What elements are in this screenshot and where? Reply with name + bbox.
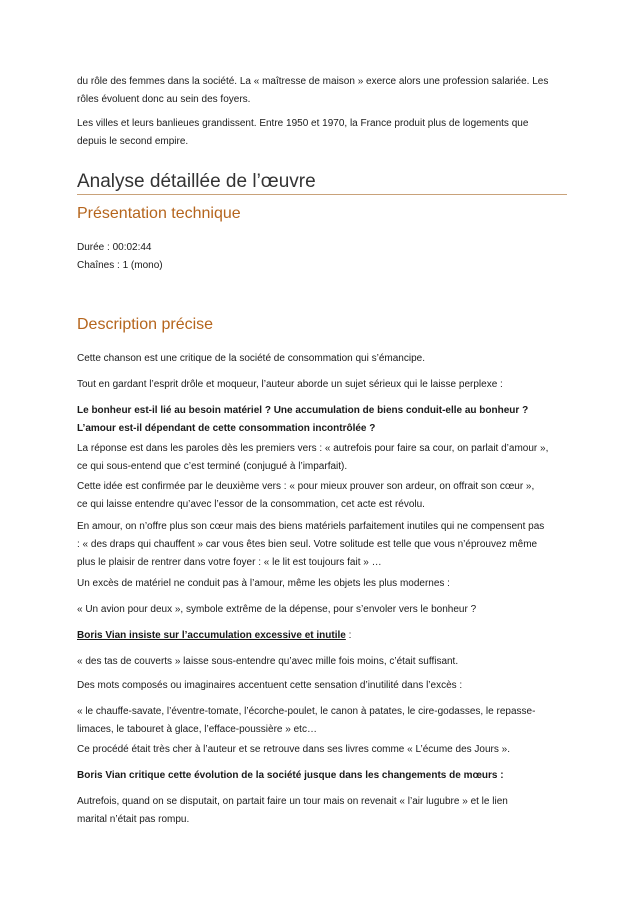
intro-paragraph-2: [77, 115, 567, 151]
tech-info: [77, 239, 567, 275]
text-line: marital n’était pas rompu.: [77, 814, 190, 825]
text-line: : « des draps qui chauffent » car vous êtes bien seul. Votre solitude est telle que vous n’éprouvez même: [77, 539, 538, 550]
duration-text: Durée : 00:02:44: [77, 242, 152, 253]
text-line: plus le plaisir de rentrer dans votre foyer : « le lit est toujours fait » …: [77, 557, 382, 568]
paragraph: [77, 440, 567, 476]
text-line: ce qui laisse entendre qu’avec l’essor de la consommation, cet acte est révolu.: [77, 499, 425, 510]
heading-rule: [77, 194, 567, 195]
paragraph: Cette chanson est une critique de la société de consommation qui s’émancipe.: [77, 353, 425, 364]
paragraph: « Un avion pour deux », symbole extrême de la dépense, pour s’envoler vers le bonheur ?: [77, 604, 477, 615]
text-line: rôles évoluent donc au sein des foyers.: [77, 94, 251, 105]
bold-paragraph: Boris Vian critique cette évolution de la société jusque dans les changements de mœurs :: [77, 770, 504, 781]
paragraph: [77, 627, 567, 645]
paragraph: [77, 703, 567, 739]
text-line: Les villes et leurs banlieues grandissent. Entre 1950 et 1970, la France produit plus de logements que: [77, 118, 529, 129]
paragraph: Des mots composés ou imaginaires accentuent cette sensation d’inutilité dans l’excès :: [77, 680, 463, 691]
text-line: Cette idée est confirmée par le deuxième vers : « pour mieux prouver son ardeur, on offrait son cœur »,: [77, 481, 535, 492]
text-line: En amour, on n’offre plus son cœur mais des biens matériels parfaitement inutiles qui ne compensent pas: [77, 521, 545, 532]
heading-description-precise: Description précise: [77, 316, 214, 333]
channels-text: Chaînes : 1 (mono): [77, 260, 163, 271]
paragraph: [77, 518, 567, 572]
heading-analyse: Analyse détaillée de l’œuvre: [77, 171, 316, 192]
intro-paragraph-1: [77, 73, 567, 109]
heading-presentation-technique: Présentation technique: [77, 205, 241, 222]
text-line: Autrefois, quand on se disputait, on partait faire un tour mais on revenait « l’air lugubre » et le lien: [77, 796, 508, 807]
text-line: La réponse est dans les paroles dès les premiers vers : « autrefois pour faire sa cour, on parlait d’amour »,: [77, 443, 549, 454]
paragraph: Ce procédé était très cher à l’auteur et se retrouve dans ses livres comme « L’écume des Jours ».: [77, 744, 510, 755]
paragraph: Tout en gardant l’esprit drôle et moqueur, l’auteur aborde un sujet sérieux qui le laisse perplexe :: [77, 379, 503, 390]
question-line: Le bonheur est-il lié au besoin matériel ? Une accumulation de biens conduit-elle au bonheur ?: [77, 405, 529, 416]
bold-underlined-text: Boris Vian insiste sur l’accumulation excessive et inutile: [77, 630, 346, 641]
question-line: L’amour est-il dépendant de cette consommation incontrôlée ?: [77, 423, 376, 434]
paragraph: [77, 793, 567, 829]
text-line: depuis le second empire.: [77, 136, 189, 147]
paragraph: Un excès de matériel ne conduit pas à l’amour, même les objets les plus modernes :: [77, 578, 450, 589]
text-line: « le chauffe-savate, l’éventre-tomate, l’écorche-poulet, le canon à patates, le cire-godasses, le repasse-: [77, 706, 536, 717]
text-line: du rôle des femmes dans la société. La « maîtresse de maison » exerce alors une profession salariée. Les: [77, 76, 549, 87]
text-line: limaces, le tabouret à glace, l’efface-poussière » etc…: [77, 724, 317, 735]
paragraph: [77, 478, 567, 514]
paragraph: « des tas de couverts » laisse sous-entendre qu’avec mille fois moins, c’était suffisant.: [77, 656, 459, 667]
text-line: ce qui sous-entend que c’est terminé (conjugué à l’imparfait).: [77, 461, 348, 472]
question-block: [77, 402, 567, 438]
text: :: [345, 630, 352, 641]
